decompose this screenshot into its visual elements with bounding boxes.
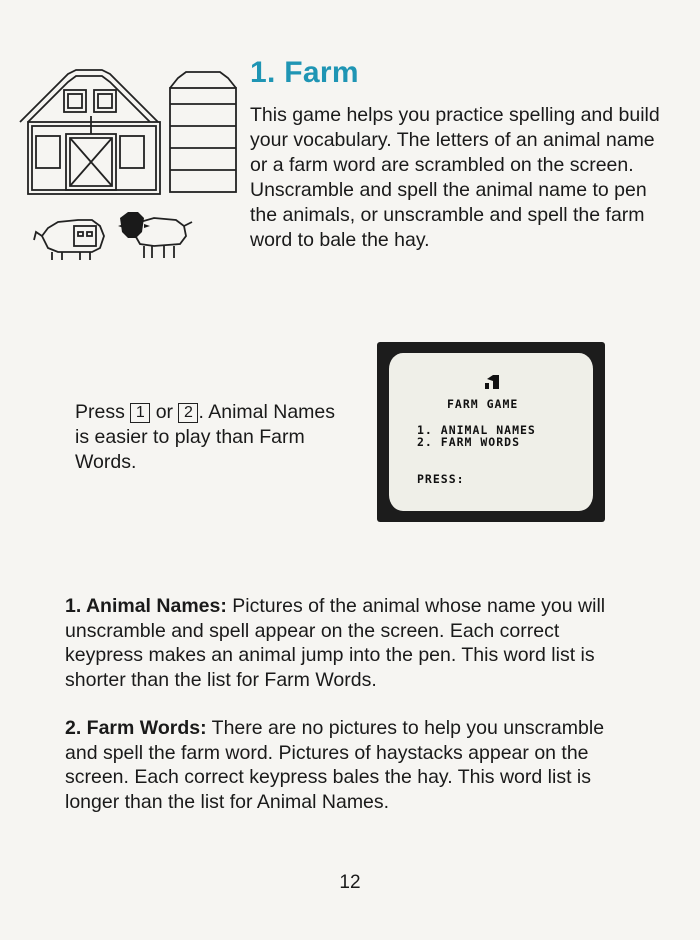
key-2-icon: 2 [178,403,198,423]
option-label: 1. Animal Names: [65,595,227,617]
press-instruction [75,400,345,475]
press-prefix: Press [75,401,125,423]
section-title: 1. Farm [250,56,359,89]
screen-option-2: 2. FARM WORDS [417,435,521,449]
key-1-icon: 1 [130,403,150,423]
screen-prompt: PRESS: [417,472,465,486]
screen-option-1: 1. ANIMAL NAMES [417,423,536,437]
option-text: There are no pictures to help you unscramble and spell the farm word. Pictures of haystacks appear on the screen. Each correct keypress bales the hay. This word list is longer than the list for Animal Names. [65,717,605,813]
option-text: Pictures of the animal whose name you will unscramble and spell appear on the screen. Each correct keypress makes an animal jump into the pen. This word list is shorter than the list for Farm Words. [65,595,606,691]
press-suffix: . Animal Names is easier to play than Farm Words. [75,401,336,473]
farm-illustration [8,60,238,280]
option-animal-names [65,594,640,692]
pig-icon [34,220,104,260]
page-number: 12 [339,872,361,893]
option-label: 2. Farm Words: [65,717,207,739]
barn-icon [20,70,160,194]
game-screen-display [389,353,593,511]
game-screen [377,342,605,522]
press-or: or [155,401,174,423]
silo-icon [170,72,236,192]
screen-title: FARM GAME [447,397,519,411]
intro-paragraph: This game helps you practice spelling and build your vocabulary. The letters of an animal name or a farm word are scrambled on the screen. Unscramble and spell the animal name to pen the animals, or unscramble and spell the farm word to bale the hay. [250,104,660,251]
option-farm-words [65,716,640,814]
barn-mini-icon [483,373,503,391]
